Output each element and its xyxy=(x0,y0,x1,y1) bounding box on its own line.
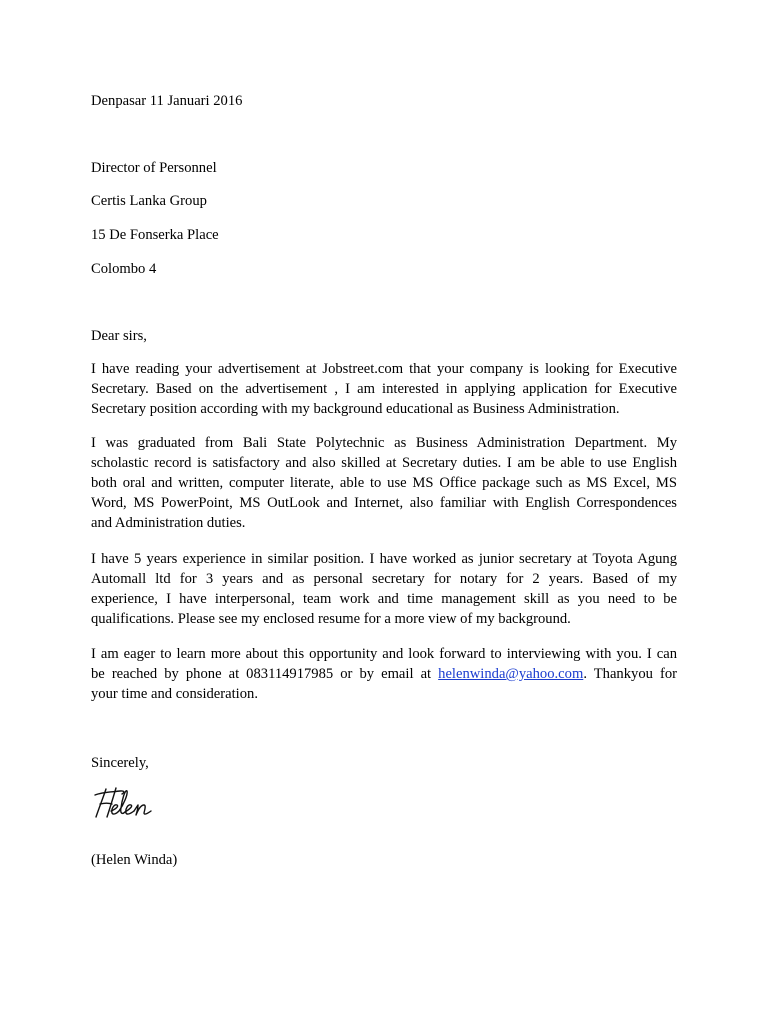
paragraph-application xyxy=(91,359,677,419)
paragraph-line: I am eager to learn more about this opportunity and look forward to interviewing with you. I can xyxy=(91,646,677,662)
salutation: Dear sirs, xyxy=(91,328,147,344)
paragraph-contact xyxy=(91,644,677,704)
letter-date: Denpasar 11 Januari 2016 xyxy=(91,93,243,109)
paragraph-experience xyxy=(91,549,677,629)
paragraph-line: I have 5 years experience in similar position. I have worked as junior secretary at Toyota Agung xyxy=(91,551,677,567)
recipient-line: Director of Personnel xyxy=(91,160,217,176)
paragraph-line: Word, MS PowerPoint, MS OutLook and Internet, also familiar with English Correspondences xyxy=(91,495,677,511)
paragraph-line: experience, I have interpersonal, team work and time management skill as you need to be xyxy=(91,591,677,607)
paragraph-line: your time and consideration. xyxy=(91,686,258,702)
contact-text: be reached by phone at 083114917985 or by email at xyxy=(91,666,439,682)
paragraph-education xyxy=(91,433,677,533)
paragraph-line: Automall ltd for 3 years and as personal secretary for notary for 2 years. Based of my xyxy=(91,571,677,587)
recipient-line: Colombo 4 xyxy=(91,261,157,277)
paragraph-line: I was graduated from Bali State Polytechnic as Business Administration Department. My xyxy=(91,435,677,451)
closing: Sincerely, xyxy=(91,755,149,771)
paragraph-line: Secretary. Based on the advertisement , I am interested in applying application for Executive xyxy=(91,381,677,397)
paragraph-line: I have reading your advertisement at Jobstreet.com that your company is looking for Executive xyxy=(91,361,677,377)
contact-text: . Thankyou for xyxy=(583,666,677,682)
paragraph-line: both oral and written, computer literate, able to use MS Office package such as MS Excel, MS xyxy=(91,475,677,491)
handwritten-signature xyxy=(94,784,174,824)
paragraph-line: qualifications. Please see my enclosed resume for a more view of my background. xyxy=(91,611,571,627)
paragraph-line: and Administration duties. xyxy=(91,515,246,531)
email-link[interactable]: helenwinda@yahoo.com xyxy=(438,666,584,682)
recipient-line: Certis Lanka Group xyxy=(91,193,207,209)
paragraph-line xyxy=(91,664,677,684)
paragraph-line: Secretary position according with my background educational as Business Administration. xyxy=(91,401,620,417)
paragraph-line: scholastic record is satisfactory and also skilled at Secretary duties. I am be able to use English xyxy=(91,455,677,471)
signer-name: (Helen Winda) xyxy=(91,852,178,868)
recipient-line: 15 De Fonserka Place xyxy=(91,227,219,243)
